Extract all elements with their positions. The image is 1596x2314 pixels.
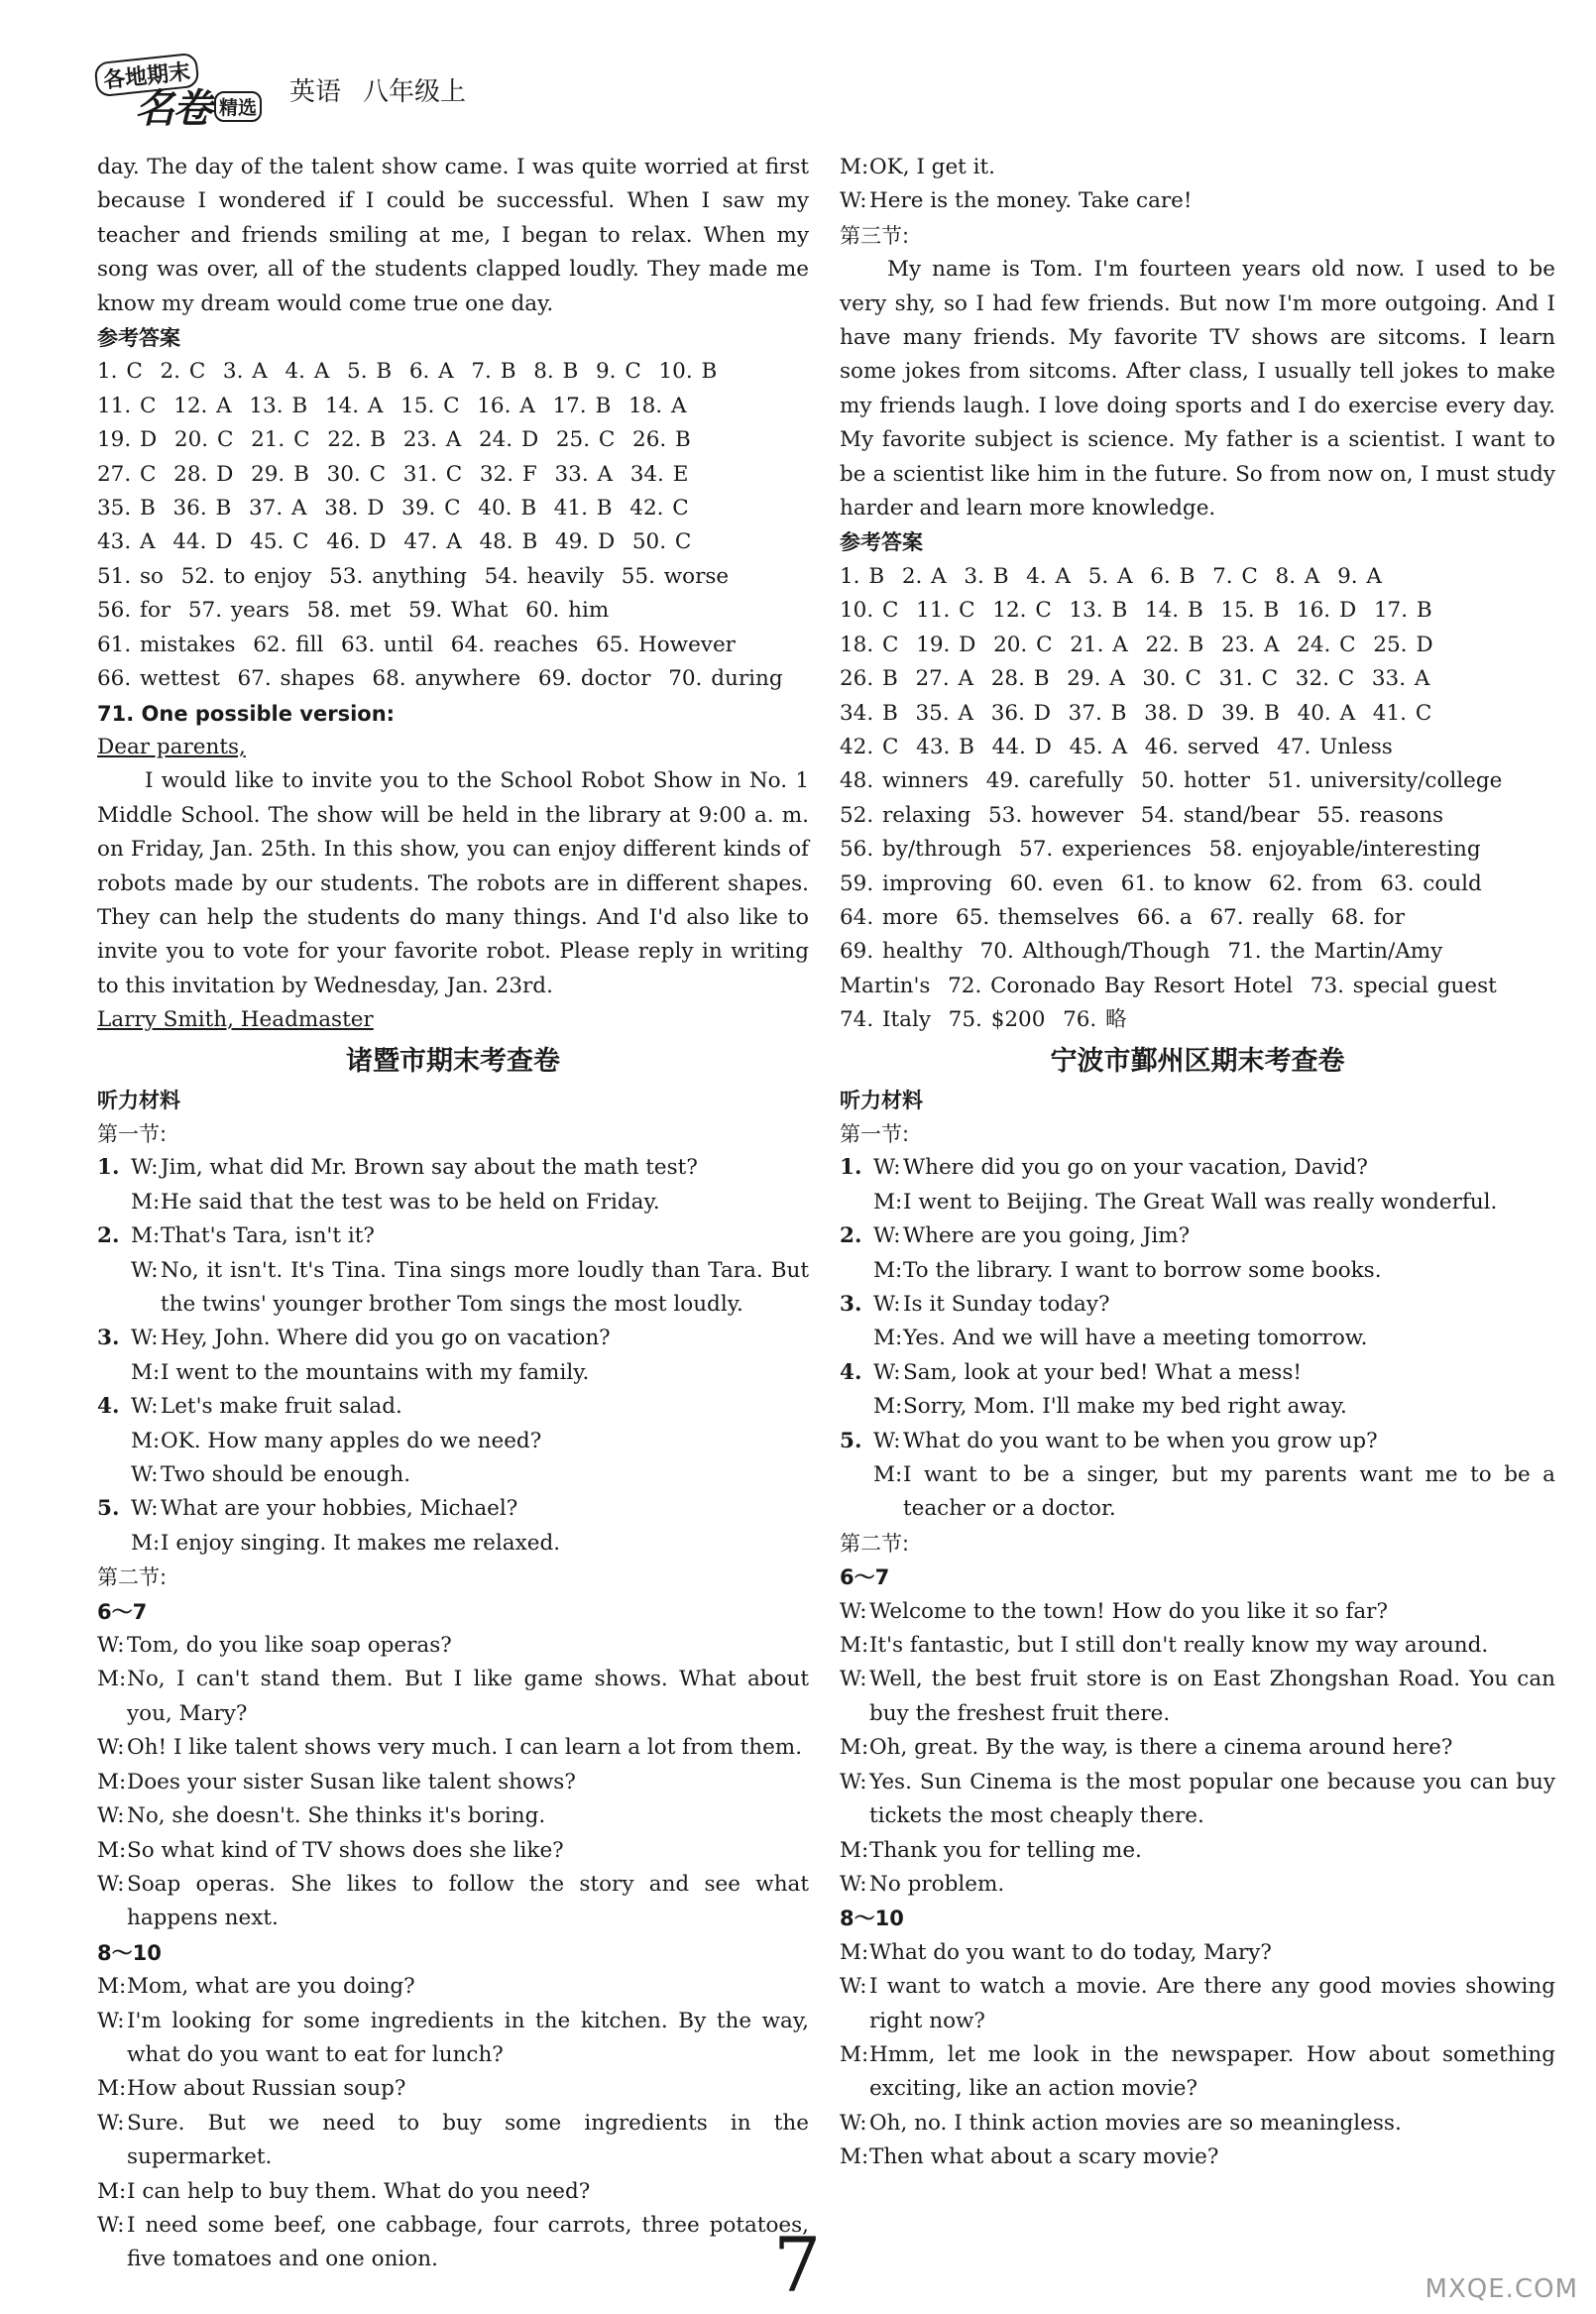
- answer-line: 56. by/through 57. experiences 58. enjoyable/interesting: [840, 837, 1481, 863]
- dialog-text: Where did you go on your vacation, David?: [903, 1155, 1368, 1181]
- dialog-block: [97, 1629, 809, 1936]
- dialog-text: Oh, great. By the way, is there a cinema around here?: [869, 1735, 1453, 1761]
- dialog-line: [840, 1936, 1555, 1970]
- dialog-line: [840, 2140, 1555, 2174]
- speaker: W:: [840, 2110, 867, 2136]
- dialog-line: [840, 1731, 1555, 1765]
- speaker: W:: [131, 1155, 159, 1181]
- dialog-text: Where are you going, Jim?: [903, 1223, 1191, 1249]
- answer-line: 18. C 19. D 20. C 21. A 22. B 23. A 24. C 25. D: [840, 632, 1433, 657]
- dialog-line: [840, 1766, 1555, 1834]
- dialog-text: I can help to buy them. What do you need?: [127, 2178, 591, 2204]
- indent: [840, 1322, 873, 1355]
- dialog-text: What do you want to do today, Mary?: [869, 1939, 1272, 1965]
- speaker: W:: [840, 1667, 867, 1692]
- dialog-text: OK, I get it.: [869, 155, 995, 179]
- dialog-text: I enjoy singing. It makes me relaxed.: [161, 1530, 561, 1556]
- dialog-line: [840, 1663, 1555, 1731]
- dialog-line: [97, 1254, 809, 1323]
- speaker: M:: [873, 1257, 903, 1283]
- speaker: W:: [873, 1428, 901, 1453]
- page-header: [91, 58, 467, 132]
- speaker: M:: [840, 2144, 869, 2170]
- dialog-text: No, it isn't. It's Tina. Tina sings more loudly than Tara. But the twins' younger brother Tom sings the most loudly.: [161, 1257, 809, 1317]
- dialog-text: Soap operas. She likes to follow the story and see what happens next.: [127, 1871, 809, 1931]
- dialog-text: Jim, what did Mr. Brown say about the math test?: [161, 1155, 698, 1181]
- speaker: W:: [873, 1359, 901, 1385]
- answer-line: 35. B 36. B 37. A 38. D 39. C 40. B 41. B 42. C: [97, 496, 689, 521]
- dialog-line: [840, 1970, 1555, 2038]
- dialog-line: [840, 1356, 1555, 1390]
- dialog-range-label: 6～7: [840, 1565, 890, 1590]
- dialog-line: [840, 1151, 1555, 1185]
- dialog-block: [840, 151, 1555, 219]
- section-label: 第二节:: [840, 1531, 910, 1556]
- dialog-text: That's Tara, isn't it?: [161, 1223, 375, 1249]
- speaker: M:: [873, 1326, 903, 1351]
- dialog-line: [97, 1219, 809, 1253]
- speaker: W:: [873, 1155, 901, 1181]
- indent: [97, 1254, 131, 1323]
- dialog-line: [97, 1799, 809, 1833]
- answer-line: 43. A 44. D 45. C 46. D 47. A 48. B 49. D 50. C: [97, 529, 692, 555]
- dialog-line: [97, 1834, 809, 1868]
- dialog-text: Then what about a scary movie?: [869, 2144, 1219, 2170]
- speaker: M:: [97, 1769, 127, 1794]
- dialog-line: [840, 1186, 1555, 1219]
- speaker: W:: [97, 1735, 125, 1761]
- dialog-line: [97, 1731, 809, 1765]
- speaker: M:: [840, 1633, 869, 1659]
- header-subject: 英语: [289, 76, 342, 107]
- answers-heading: 参考答案: [840, 530, 923, 555]
- speaker: W:: [131, 1394, 159, 1420]
- answer-line: 19. D 20. C 21. C 22. B 23. A 24. D 25. C 26. B: [97, 427, 691, 453]
- indent: [97, 1425, 131, 1458]
- speaker: W:: [97, 1633, 125, 1659]
- dialog-line: [97, 2072, 809, 2106]
- section-label: 第一节:: [840, 1121, 910, 1146]
- dialog-line: [840, 1595, 1555, 1629]
- answer-line: 34. B 35. A 36. D 37. B 38. D 39. B 40. A 41. C: [840, 700, 1432, 726]
- dialog-text: So what kind of TV shows does she like?: [127, 1837, 564, 1863]
- dialog-text: Is it Sunday today?: [903, 1292, 1110, 1317]
- dialog-line: [97, 1527, 809, 1561]
- dialog-line: [97, 1766, 809, 1799]
- dialog-line: [840, 2038, 1555, 2107]
- dialog-text: Sorry, Mom. I'll make my bed right away.: [903, 1394, 1347, 1420]
- answer-line: 26. B 27. A 28. B 29. A 30. C 31. C 32. C 33. A: [840, 666, 1430, 692]
- exam-title: 诸暨市期末考查卷: [346, 1045, 560, 1077]
- dialog-line: [840, 1458, 1555, 1527]
- watermark: MXQE.COM: [1425, 2274, 1578, 2304]
- dialog-text: I want to watch a movie. Are there any good movies showing right now?: [869, 1974, 1555, 2033]
- indent: [97, 1356, 131, 1390]
- indent: [97, 1527, 131, 1561]
- speaker: M:: [97, 2178, 127, 2204]
- dialog-text: No problem.: [869, 1871, 1005, 1897]
- indent: [840, 1390, 873, 1424]
- right-column: [840, 151, 1555, 2175]
- dialog-text: Let's make fruit salad.: [161, 1394, 402, 1420]
- dialog-text: Oh! I like talent shows very much. I can learn a lot from them.: [127, 1735, 803, 1761]
- letter-signature: Larry Smith, Headmaster: [97, 1007, 374, 1033]
- answer-line: 74. Italy 75. $200 76. 略: [840, 1007, 1127, 1033]
- speaker: M:: [840, 2041, 869, 2067]
- speaker: M:: [840, 155, 869, 179]
- speaker: W:: [131, 1462, 159, 1488]
- listening-heading: 听力材料: [97, 1088, 180, 1112]
- dialog-line: [97, 2209, 809, 2277]
- dialog-line: [840, 1834, 1555, 1868]
- dialog-line: [97, 2175, 809, 2209]
- speaker: M:: [97, 1667, 127, 1692]
- dialog-line: [97, 2005, 809, 2073]
- indent: [840, 1254, 873, 1288]
- speaker: W:: [97, 1871, 125, 1897]
- answer-line: 51. so 52. to enjoy 53. anything 54. heavily 55. worse: [97, 563, 730, 589]
- answer-line: 69. healthy 70. Although/Though 71. the Martin/Amy: [840, 939, 1443, 965]
- dialog-line: [97, 1151, 809, 1185]
- dialog-block: [840, 1936, 1555, 2175]
- answer-line: 48. winners 49. carefully 50. hotter 51. university/college: [840, 768, 1503, 794]
- dialog-line: [97, 1458, 809, 1492]
- logo-main-text: 名卷: [135, 85, 210, 132]
- dialog-text: Oh, no. I think action movies are so meaningless.: [869, 2110, 1402, 2136]
- numbered-dialogs: [840, 1151, 1555, 1526]
- dialog-text: I went to Beijing. The Great Wall was really wonderful.: [903, 1189, 1498, 1215]
- dialog-line: [840, 1390, 1555, 1424]
- essay-ending: day. The day of the talent show came. I was quite worried at first because I wondered if I could be successful. When I saw my teacher and friends smiling at me, I began to relax. When my song was over, all of the students clapped loudly. They made me know my dream would come true one day.: [97, 155, 809, 316]
- answer-line: 64. more 65. themselves 66. a 67. really 68. for: [840, 904, 1405, 930]
- dialog-text: Well, the best fruit store is on East Zhongshan Road. You can buy the freshest fruit there.: [869, 1667, 1555, 1726]
- speaker: M:: [840, 1837, 869, 1863]
- dialog-line: [840, 1254, 1555, 1288]
- numbered-dialogs: [97, 1151, 809, 1561]
- dialog-text: Welcome to the town! How do you like it so far?: [869, 1598, 1388, 1624]
- speaker: M:: [840, 1735, 869, 1761]
- exam-title: 宁波市鄞州区期末考查卷: [1050, 1045, 1345, 1077]
- dialog-text: No, she doesn't. She thinks it's boring.: [127, 1803, 546, 1829]
- speaker: W:: [840, 1871, 867, 1897]
- dialog-block: [97, 1970, 809, 2277]
- dialog-line: [840, 1322, 1555, 1355]
- speaker: W:: [131, 1257, 159, 1283]
- dialog-text: How about Russian soup?: [127, 2076, 406, 2102]
- letter-greeting: Dear parents,: [97, 734, 246, 759]
- speaker: M:: [97, 1837, 127, 1863]
- item-number: 4.: [840, 1359, 862, 1385]
- left-column: [97, 151, 809, 2277]
- answer-key: [840, 560, 1555, 1038]
- dialog-text: Sam, look at your bed! What a mess!: [903, 1359, 1303, 1385]
- answer-line: 11. C 12. A 13. B 14. A 15. C 16. A 17. B 18. A: [97, 393, 687, 418]
- dialog-text: Hey, John. Where did you go on vacation?: [161, 1326, 611, 1351]
- dialog-line: [97, 1492, 809, 1526]
- speaker: M:: [131, 1189, 161, 1215]
- dialog-text: Sure. But we need to buy some ingredients in the supermarket.: [127, 2110, 809, 2170]
- speaker: M:: [97, 1974, 127, 2000]
- dialog-line: [97, 1868, 809, 1936]
- dialog-line: [97, 1663, 809, 1731]
- dialog-line: [97, 2107, 809, 2175]
- letter-body: I would like to invite you to the School Robot Show in No. 1 Middle School. The show will be held in the library at 9:00 a. m. on Friday, Jan. 25th. In this show, you can enjoy different kinds of robots made by our students. The robots are in different shapes. They can help the students do many things. And I'd also like to invite you to vote for your favorite robot. Please reply in writing to this invitation by Wednesday, Jan. 23rd.: [97, 768, 809, 998]
- speaker: W:: [97, 2212, 125, 2238]
- dialog-text: Hmm, let me look in the newspaper. How about something exciting, like an action movie?: [869, 2041, 1555, 2102]
- section-label: 第三节:: [840, 223, 910, 248]
- speaker: W:: [873, 1223, 901, 1249]
- speaker: M:: [131, 1223, 161, 1249]
- item-number: 3.: [840, 1292, 862, 1317]
- answer-line: 10. C 11. C 12. C 13. B 14. B 15. B 16. D 17. B: [840, 598, 1432, 624]
- dialog-text: No, I can't stand them. But I like game shows. What about you, Mary?: [127, 1667, 809, 1726]
- listening-passage: My name is Tom. I'm fourteen years old now. I used to be very shy, so I had few friends. But now I'm more outgoing. And I have many friends. My favorite TV shows are sitcoms. I learn some jokes from sitcoms. After class, I usually tell jokes to make my friends laugh. I love doing sports and I do exercise every day. My favorite subject is science. My father is a scientist. I want to be a scientist like him in the future. So from now on, I must study harder and learn more knowledge.: [840, 257, 1555, 521]
- speaker: W:: [840, 1598, 867, 1624]
- dialog-line: [97, 1390, 809, 1424]
- dialog-line: [840, 1425, 1555, 1458]
- dialog-text: Yes. Sun Cinema is the most popular one because you can buy tickets the most cheaply there.: [869, 1769, 1555, 1829]
- item-number: 1.: [97, 1155, 120, 1181]
- item-number: 5.: [840, 1428, 862, 1453]
- speaker: W:: [131, 1326, 159, 1351]
- answer-line: Martin's 72. Coronado Bay Resort Hotel 73. special guest: [840, 973, 1497, 998]
- dialog-text: I went to the mountains with my family.: [161, 1359, 590, 1385]
- dialog-text: I need some beef, one cabbage, four carrots, three potatoes, five tomatoes and one onion.: [127, 2212, 809, 2272]
- dialog-line: [97, 1356, 809, 1390]
- answer-line: 1. C 2. C 3. A 4. A 5. B 6. A 7. B 8. B 9. C 10. B: [97, 359, 718, 385]
- speaker: W:: [97, 1803, 125, 1829]
- speaker: M:: [97, 2076, 127, 2102]
- speaker: W:: [873, 1292, 901, 1317]
- dialog-text: What are your hobbies, Michael?: [161, 1496, 518, 1522]
- dialog-line: [840, 1219, 1555, 1253]
- answer-line: 42. C 43. B 44. D 45. A 46. served 47. Unless: [840, 734, 1393, 759]
- dialog-text: It's fantastic, but I still don't really know my way around.: [869, 1633, 1489, 1659]
- dialog-block: [840, 1595, 1555, 1903]
- header-grade: 八年级上: [363, 76, 467, 107]
- answer-line: 52. relaxing 53. however 54. stand/bear 55. reasons: [840, 802, 1444, 828]
- speaker: M:: [873, 1462, 903, 1488]
- dialog-line: [840, 1868, 1555, 1902]
- dialog-line: [840, 1288, 1555, 1322]
- dialog-range-label: 8～10: [97, 1940, 162, 1965]
- dialog-text: I'm looking for some ingredients in the kitchen. By the way, what do you want to eat for lunch?: [127, 2008, 809, 2067]
- item-number: 2.: [840, 1223, 862, 1249]
- answer-line: 61. mistakes 62. fill 63. until 64. reaches 65. However: [97, 632, 736, 657]
- speaker: W:: [840, 1974, 867, 2000]
- speaker: M:: [840, 1939, 869, 1965]
- dialog-text: Does your sister Susan like talent shows?: [127, 1769, 576, 1794]
- speaker: M:: [131, 1530, 161, 1556]
- speaker: W:: [131, 1496, 159, 1522]
- item-number: 4.: [97, 1394, 120, 1420]
- dialog-line: [840, 2107, 1555, 2140]
- dialog-range-label: 6～7: [97, 1599, 148, 1624]
- answers-heading: 参考答案: [97, 326, 180, 351]
- speaker: M:: [131, 1359, 161, 1385]
- dialog-text: He said that the test was to be held on Friday.: [161, 1189, 660, 1215]
- logo-tag-text: 精选: [214, 91, 262, 122]
- answer-key: [97, 355, 809, 696]
- indent: [840, 1458, 873, 1527]
- dialog-line: [97, 1970, 809, 2004]
- item-number: 3.: [97, 1326, 120, 1351]
- answer-line: 59. improving 60. even 61. to know 62. from 63. could: [840, 870, 1482, 896]
- dialog-text: OK. How many apples do we need?: [161, 1428, 542, 1453]
- dialog-text: Here is the money. Take care!: [869, 188, 1193, 214]
- answer-line: 27. C 28. D 29. B 30. C 31. C 32. F 33. A 34. E: [97, 461, 689, 487]
- indent: [97, 1458, 131, 1492]
- dialog-range-label: 8～10: [840, 1907, 904, 1931]
- dialog-line: [840, 1629, 1555, 1663]
- logo-top-text: 各地期末: [93, 53, 199, 98]
- indent: [840, 1186, 873, 1219]
- speaker: M:: [131, 1428, 161, 1453]
- indent: [97, 1186, 131, 1219]
- dialog-text: Two should be enough.: [161, 1462, 411, 1488]
- dialog-text: Thank you for telling me.: [869, 1837, 1142, 1863]
- dialog-line: [840, 151, 1555, 184]
- speaker: W:: [840, 188, 867, 214]
- answer-line: 56. for 57. years 58. met 59. What 60. him: [97, 598, 610, 624]
- dialog-line: [97, 1322, 809, 1355]
- item-number: 1.: [840, 1155, 862, 1181]
- section-label: 第二节:: [97, 1565, 168, 1590]
- listening-heading: 听力材料: [840, 1088, 923, 1112]
- answer-line: 66. wettest 67. shapes 68. anywhere 69. doctor 70. during: [97, 666, 783, 692]
- dialog-text: Mom, what are you doing?: [127, 1974, 415, 2000]
- dialog-text: To the library. I want to borrow some books.: [903, 1257, 1382, 1283]
- dialog-text: What do you want to be when you grow up?: [903, 1428, 1378, 1453]
- dialog-text: Tom, do you like soap operas?: [127, 1633, 452, 1659]
- speaker: W:: [97, 2110, 125, 2136]
- section-label: 第一节:: [97, 1121, 168, 1146]
- item-number: 2.: [97, 1223, 120, 1249]
- dialog-line: [97, 1186, 809, 1219]
- page-number: 7: [773, 2221, 822, 2309]
- dialog-line: [97, 1425, 809, 1458]
- dialog-line: [97, 1629, 809, 1663]
- dialog-text: Yes. And we will have a meeting tomorrow.: [903, 1326, 1368, 1351]
- speaker: M:: [873, 1394, 903, 1420]
- speaker: W:: [840, 1769, 867, 1794]
- dialog-line: [840, 184, 1555, 218]
- speaker: W:: [97, 2008, 125, 2033]
- series-logo: [91, 56, 268, 132]
- speaker: M:: [873, 1189, 903, 1215]
- item-number: 5.: [97, 1496, 120, 1522]
- answer-line: 1. B 2. A 3. B 4. A 5. A 6. B 7. C 8. A 9. A: [840, 563, 1382, 589]
- dialog-text: I want to be a singer, but my parents want me to be a teacher or a doctor.: [903, 1462, 1555, 1522]
- writing-label: 71. One possible version:: [97, 701, 396, 726]
